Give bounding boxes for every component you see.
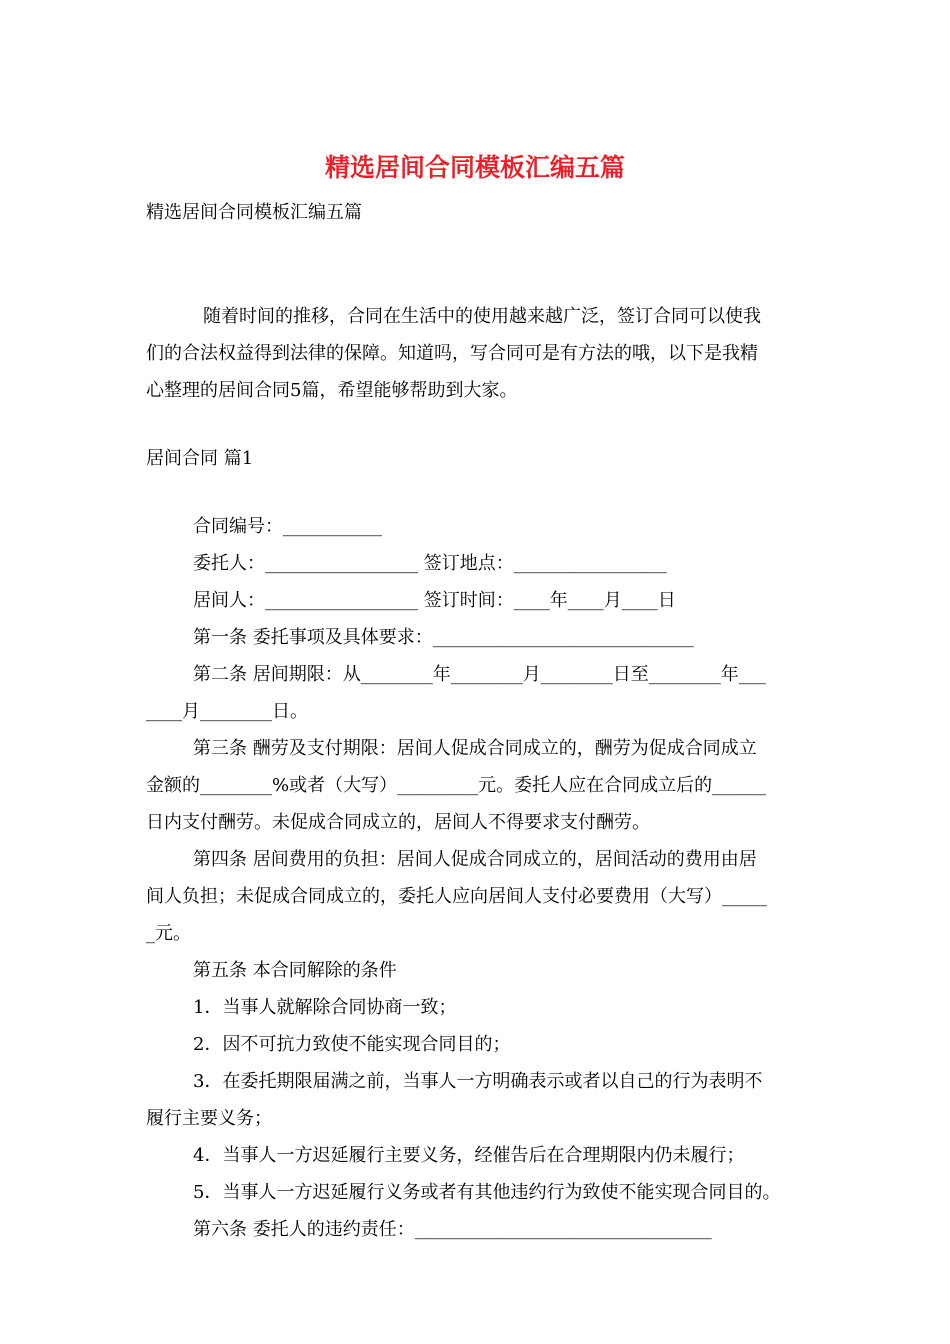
section-heading [146,440,808,477]
document-subtitle: 精选居间合同模板汇编五篇 [146,202,362,223]
contract-number-line: 合同编号：___________ [193,516,382,537]
article-4-cont: _元。 [146,923,191,944]
article-6: 第六条 委托人的违约责任：_________________________________ [193,1219,712,1240]
article-5-item: 3．在委托期限届满之前，当事人一方明确表示或者以自己的行为表明不 [193,1071,763,1092]
intro-paragraph [146,298,808,409]
contract-body [146,508,808,1248]
section-heading-text: 居间合同 篇1 [146,448,254,469]
article-5-item: 4．当事人一方迟延履行主要义务，经催告后在合理期限内仍未履行； [193,1145,745,1166]
article-5-item: 1．当事人就解除合同协商一致； [193,997,457,1018]
article-5: 第五条 本合同解除的条件 [193,960,397,981]
article-2: 第二条 居间期限：从________年________月________日至________年___ [193,664,766,685]
article-3: 第三条 酬劳及支付期限：居间人促成合同成立的，酬劳为促成合同成立 [193,738,757,759]
article-2-cont: ____月________日。 [146,701,308,722]
intermediary-line: 居间人：_________________ 签订时间：____年____月____日 [193,590,676,611]
article-3-cont: 金额的________%或者（大写）_________元。委托人应在合同成立后的______ [146,775,767,796]
article-5-item: 5．当事人一方迟延履行义务或者有其他违约行为致使不能实现合同目的。 [193,1182,781,1203]
intro-line: 心整理的居间合同5篇，希望能够帮助到大家。 [146,380,518,401]
document-title: 精选居间合同模板汇编五篇 [324,153,625,182]
intro-line: 们的合法权益得到法律的保障。知道吗，写合同可是有方法的哦，以下是我精 [146,343,758,364]
client-line: 委托人：_________________ 签订地点：_________________ [193,553,667,574]
article-1: 第一条 委托事项及具体要求：_____________________________ [193,627,694,648]
article-3-cont: 日内支付酬劳。未促成合同成立的，居间人不得要求支付酬劳。 [146,812,650,833]
intro-line: 随着时间的推移，合同在生活中的使用越来越广泛，签订合同可以使我 [203,306,761,327]
article-5-item: 2．因不可抗力致使不能实现合同目的； [193,1034,511,1055]
article-4-cont: 间人负担；未促成合同成立的，委托人应向居间人支付必要费用（大写）_____ [146,886,767,907]
article-4: 第四条 居间费用的负担：居间人促成合同成立的，居间活动的费用由居 [193,849,757,870]
article-5-item-cont: 履行主要义务； [146,1108,272,1129]
